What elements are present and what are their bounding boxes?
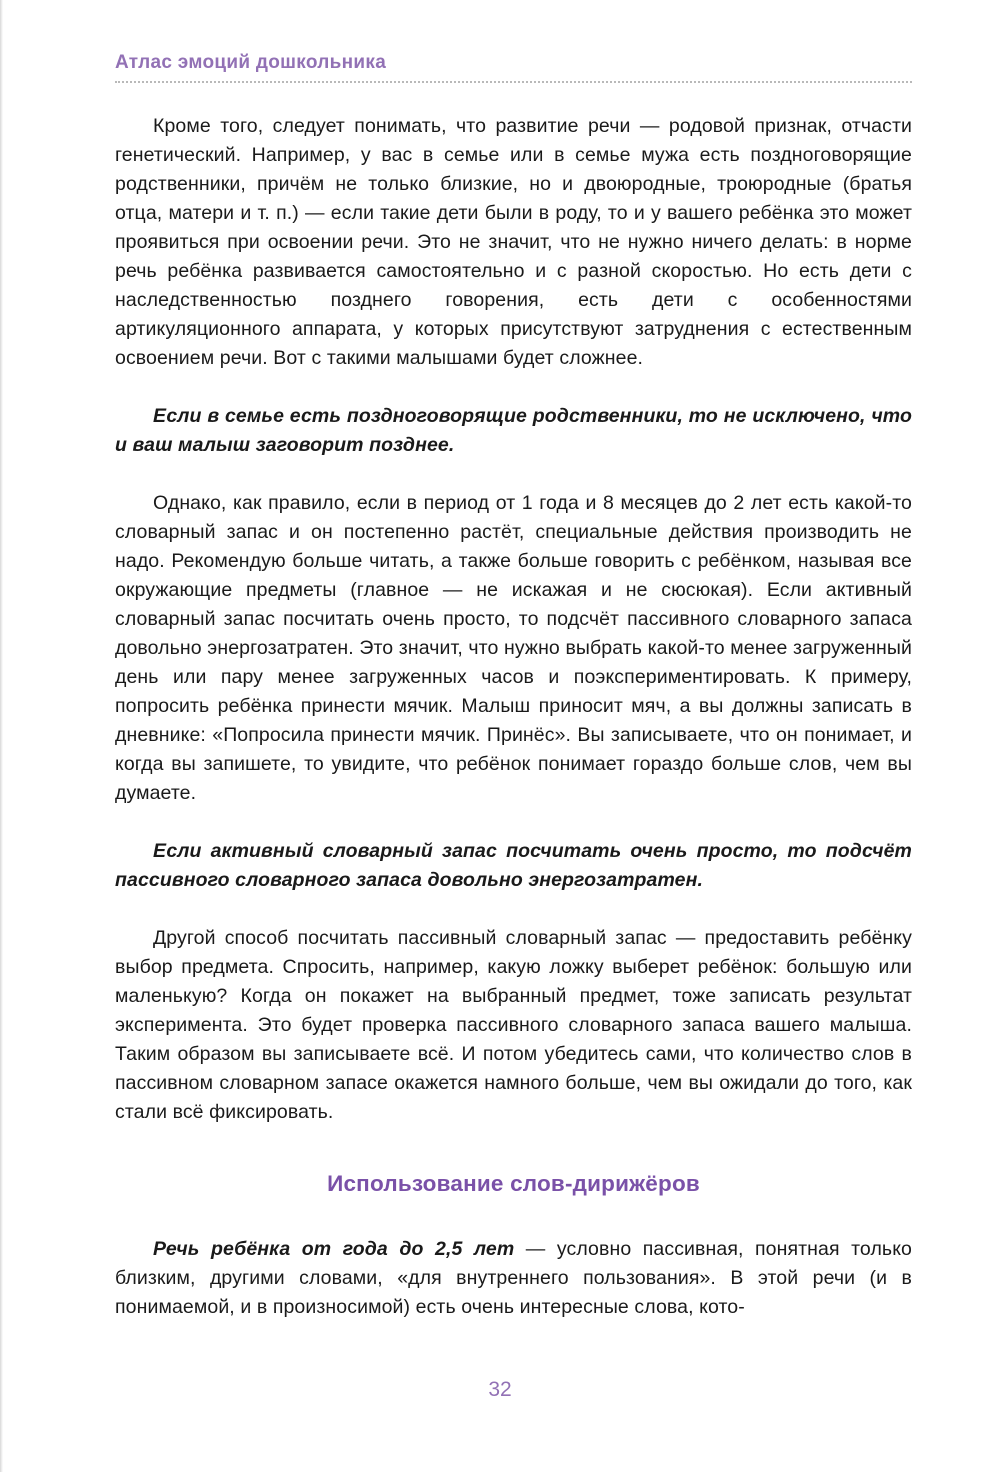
paragraph-lead [115, 1235, 912, 1322]
paragraph-emphasis: Если в семье есть поздноговорящие родственники, то не исключено, что и ваш малыш заговорит позднее. [115, 405, 912, 456]
lead-paragraph-rest: — условно пассивная, понятная только близким, другими словами, «для внутреннего пользования». В этой речи (и в понимаемой, и в произносимой) есть очень интересные слова, кото- [115, 1238, 912, 1318]
section-heading: Использование слов-дирижёров [327, 1171, 700, 1196]
page-body [115, 112, 912, 1351]
paragraph: Кроме того, следует понимать, что развитие речи — родовой признак, отчасти генетический. Например, у вас в семье или в семье мужа есть поздноговорящие родственники, причём не только близкие, но и двоюродные, троюродные (братья отца, матери и т. п.) — если такие дети были в роду, то и у вашего ребёнка это может проявиться при освоении речи. Это не значит, что не нужно ничего делать: в норме речь ребёнка развивается самостоятельно и с разной скоростью. Но есть дети с наследственностью позднего говорения, есть дети с особенностями артикуляционного аппарата, у которых присутствуют затруднения с естественным освоением речи. Вот с такими малышами будет сложнее. [115, 115, 912, 369]
paragraph-emphasis: Если активный словарный запас посчитать очень просто, то подсчёт пассивного словарного запаса довольно энергозатратен. [115, 840, 912, 891]
scan-edge-shadow [0, 0, 3, 1472]
page-header [115, 52, 912, 83]
header-dotted-divider [115, 81, 912, 83]
lead-italic-phrase: Речь ребёнка от года до 2,5 лет [153, 1238, 515, 1260]
paragraph: Однако, как правило, если в период от 1 года и 8 месяцев до 2 лет есть какой-то словарный запас и он постепенно растёт, специальные действия производить не надо. Рекомендую больше читать, а также больше говорить с ребёнком, называя все окружающие предметы (главное — не искажая и не сюсюкая). Если активный словарный запас посчитать очень просто, то подсчёт пассивного словарного запаса довольно энергозатратен. Это значит, что нужно выбрать какой-то менее загруженный день или пару менее загруженных часов и поэкспериментировать. К примеру, попросить ребёнка принести мячик. Малыш приносит мяч, а вы должны записать в дневнике: «Попросила принести мячик. Принёс». Вы записываете, что он понимает, и когда вы запишете, то увидите, что ребёнок понимает гораздо больше слов, чем вы думаете. [115, 492, 912, 804]
paragraph: Другой способ посчитать пассивный словарный запас — предоставить ребёнку выбор предмета. Спросить, например, какую ложку выберет ребёнок: большую или маленькую? Когда он покажет на выбранный предмет, тоже записать результат эксперимента. Это будет проверка пассивного словарного запаса вашего малыша. Таким образом вы записываете всё. И потом убедитесь сами, что количество слов в пассивном словарном запасе окажется намного больше, чем вы ожидали до того, как стали всё фиксировать. [115, 927, 912, 1123]
running-head-title: Атлас эмоций дошкольника [115, 52, 387, 73]
page-number: 32 [488, 1378, 512, 1401]
